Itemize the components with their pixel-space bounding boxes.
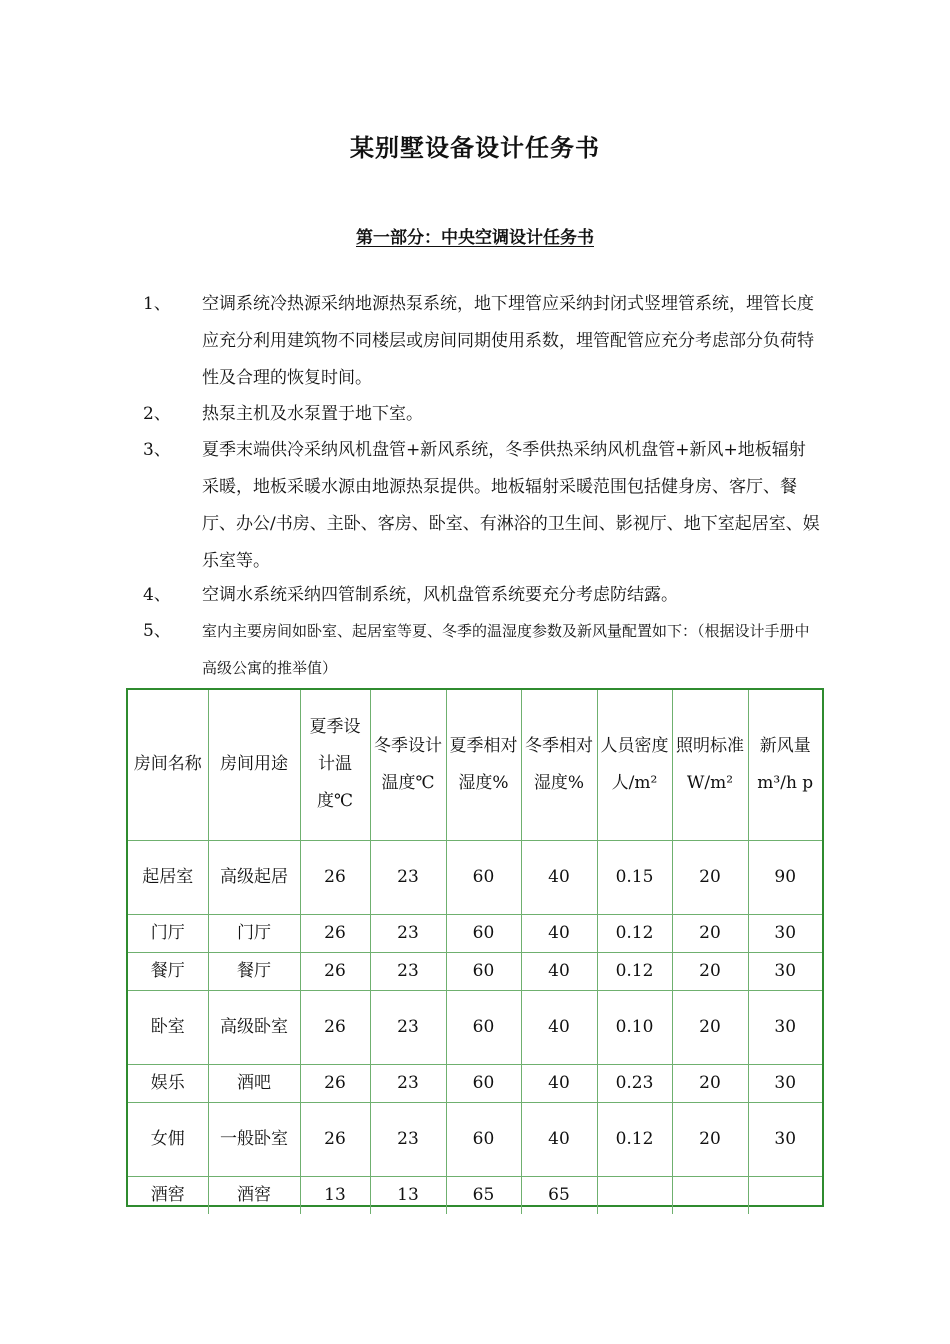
table-row — [128, 914, 822, 952]
table-cell: 20 — [672, 990, 748, 1064]
table-cell: 0.12 — [597, 914, 672, 952]
table-header-cell: 夏季设计温度℃ — [300, 690, 370, 840]
table-cell: 23 — [370, 952, 446, 990]
list-item-number: 5、 — [143, 621, 171, 641]
document-title: 某别墅设备设计任务书 — [350, 134, 600, 162]
table-cell: 30 — [748, 1064, 822, 1102]
table-cell — [597, 1176, 672, 1214]
table-cell: 0.23 — [597, 1064, 672, 1102]
table-row — [128, 1064, 822, 1102]
table-cell: 60 — [446, 990, 521, 1064]
table-cell — [748, 1176, 822, 1214]
table-cell: 26 — [300, 840, 370, 914]
table-cell: 20 — [672, 840, 748, 914]
table-cell: 0.10 — [597, 990, 672, 1064]
list-item-text: 空调水系统采纳四管制系统，风机盘管系统要充分考虑防结露。 — [202, 585, 678, 605]
table-cell: 一般卧室 — [208, 1102, 300, 1176]
table-cell: 26 — [300, 1064, 370, 1102]
table-cell: 女佣 — [128, 1102, 208, 1176]
table-cell: 40 — [521, 840, 597, 914]
table-cell: 30 — [748, 1102, 822, 1176]
table-cell: 20 — [672, 1102, 748, 1176]
table-cell: 卧室 — [128, 990, 208, 1064]
table-cell: 65 — [521, 1176, 597, 1214]
table-cell: 90 — [748, 840, 822, 914]
table-cell: 娱乐 — [128, 1064, 208, 1102]
table-cell: 40 — [521, 914, 597, 952]
list-item-number: 3、 — [143, 440, 171, 460]
list-item-number: 2、 — [143, 404, 171, 424]
list-item-text: 热泵主机及水泵置于地下室。 — [202, 404, 423, 424]
parameter-table-frame — [126, 688, 824, 1207]
table-cell: 40 — [521, 990, 597, 1064]
list-item-text: 室内主要房间如卧室、起居室等夏、冬季的温湿度参数及新风量配置如下：（根据设计手册中高级公寓的推举值） — [202, 622, 810, 677]
section-title-text: 第一部分：中央空调设计任务书 — [356, 228, 594, 248]
table-header-cell: 冬季相对湿度% — [521, 690, 597, 840]
table-cell: 高级卧室 — [208, 990, 300, 1064]
table-cell: 起居室 — [128, 840, 208, 914]
table-cell: 40 — [521, 1102, 597, 1176]
table-cell — [672, 1176, 748, 1214]
list-item-number: 1、 — [143, 294, 171, 314]
table-row — [128, 840, 822, 914]
section-title — [0, 223, 950, 248]
table-header-cell: 新风量m³/h p — [748, 690, 822, 840]
table-cell: 23 — [370, 1102, 446, 1176]
table-cell: 30 — [748, 952, 822, 990]
table-cell: 高级起居 — [208, 840, 300, 914]
table-cell: 0.12 — [597, 952, 672, 990]
table-cell: 13 — [370, 1176, 446, 1214]
table-cell: 23 — [370, 1064, 446, 1102]
table-header-cell: 夏季相对湿度% — [446, 690, 521, 840]
table-cell: 13 — [300, 1176, 370, 1214]
table-cell: 23 — [370, 914, 446, 952]
table-cell: 26 — [300, 990, 370, 1064]
table-cell: 23 — [370, 990, 446, 1064]
table-cell: 20 — [672, 914, 748, 952]
table-cell: 23 — [370, 840, 446, 914]
table-cell: 餐厅 — [208, 952, 300, 990]
table-cell: 30 — [748, 914, 822, 952]
table-header-cell: 冬季设计温度℃ — [370, 690, 446, 840]
table-cell: 酒窖 — [128, 1176, 208, 1214]
table-cell: 26 — [300, 914, 370, 952]
table-cell: 门厅 — [208, 914, 300, 952]
table-cell: 60 — [446, 914, 521, 952]
table-cell: 60 — [446, 840, 521, 914]
table-cell: 40 — [521, 952, 597, 990]
table-row — [128, 1102, 822, 1176]
table-cell: 30 — [748, 990, 822, 1064]
table-cell: 酒窖 — [208, 1176, 300, 1214]
table-cell: 26 — [300, 1102, 370, 1176]
table-row — [128, 1176, 822, 1214]
table-header-cell: 房间名称 — [128, 690, 208, 840]
table-cell: 26 — [300, 952, 370, 990]
parameter-table — [128, 690, 822, 1214]
table-cell: 60 — [446, 1064, 521, 1102]
table-cell: 0.15 — [597, 840, 672, 914]
list-item-text: 夏季末端供冷采纳风机盘管+新风系统，冬季供热采纳风机盘管+新风+地板辐射采暖，地板采暖水源由地源热泵提供。地板辐射采暖范围包括健身房、客厅、餐厅、办公/书房、主卧、客房、卧室、有淋浴的卫生间、影视厅、地下室起居室、娱乐室等。 — [202, 440, 820, 571]
table-row — [128, 952, 822, 990]
table-cell: 65 — [446, 1176, 521, 1214]
table-header-cell: 房间用途 — [208, 690, 300, 840]
table-cell: 40 — [521, 1064, 597, 1102]
table-cell: 酒吧 — [208, 1064, 300, 1102]
table-cell: 0.12 — [597, 1102, 672, 1176]
table-header-row — [128, 690, 822, 840]
table-cell: 20 — [672, 1064, 748, 1102]
table-cell: 20 — [672, 952, 748, 990]
table-cell: 餐厅 — [128, 952, 208, 990]
list-item-number: 4、 — [143, 585, 171, 605]
table-cell: 60 — [446, 952, 521, 990]
table-row — [128, 990, 822, 1064]
list-item-text: 空调系统冷热源采纳地源热泵系统，地下埋管应采纳封闭式竖埋管系统，埋管长度应充分利用建筑物不同楼层或房间同期使用系数，埋管配管应充分考虑部分负荷特性及合理的恢复时间。 — [202, 294, 814, 388]
table-cell: 门厅 — [128, 914, 208, 952]
table-cell: 60 — [446, 1102, 521, 1176]
table-header-cell: 照明标准W/m² — [672, 690, 748, 840]
table-header-cell: 人员密度人/m² — [597, 690, 672, 840]
